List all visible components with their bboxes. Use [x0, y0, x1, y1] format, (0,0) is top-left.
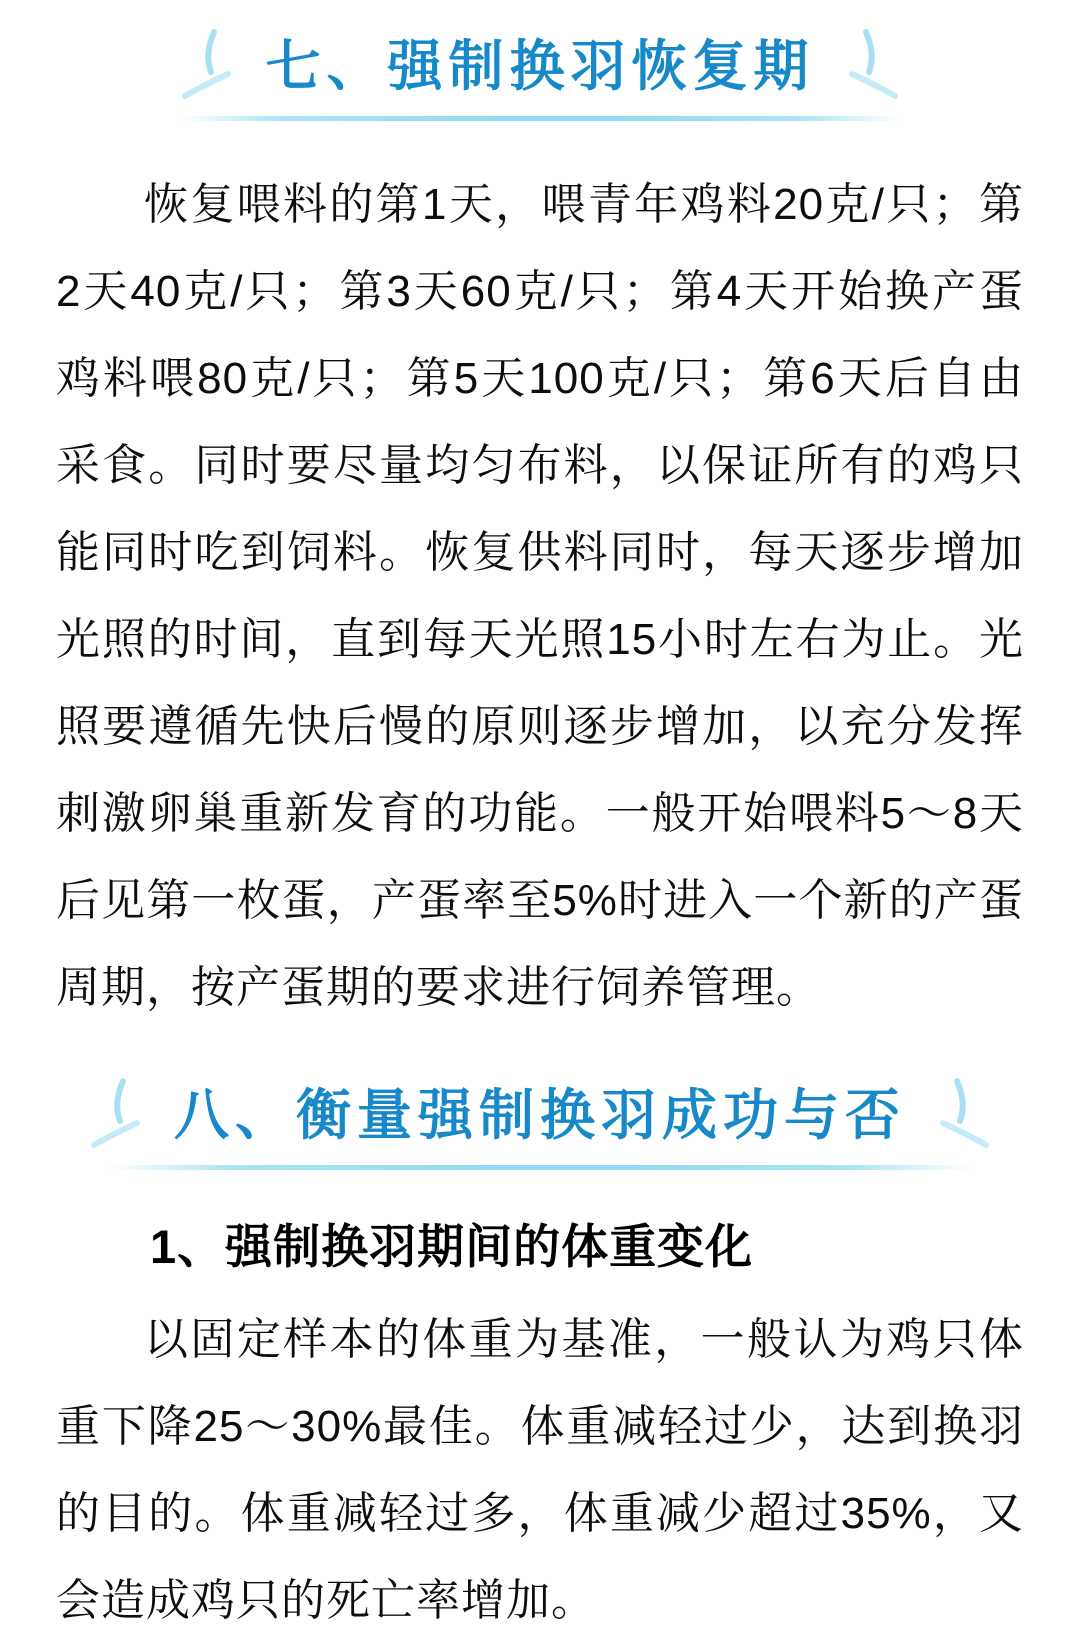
section-8-divider — [109, 1165, 971, 1170]
feather-flourish-right-icon — [841, 28, 899, 104]
section-8-heading-row — [0, 1069, 1080, 1161]
section-7-title: 七、强制换羽恢复期 — [265, 34, 815, 97]
section-7-divider — [180, 116, 900, 121]
section-8-title: 八、衡量强制换羽成功与否 — [173, 1083, 906, 1146]
feather-flourish-left-icon — [181, 28, 239, 104]
section-7-heading-row — [0, 20, 1080, 112]
feather-flourish-right-icon — [932, 1077, 990, 1153]
section-8-subheading: 1、强制换羽期间的体重变化 — [150, 1220, 754, 1273]
feather-flourish-left-icon — [90, 1077, 148, 1153]
section-molting-recovery — [0, 20, 1080, 1031]
section-molting-success-measure — [0, 1069, 1080, 1644]
section-8-paragraph: 以固定样本的体重为基准，一般认为鸡只体重下降25～30%最佳。体重减轻过少，达到换羽的目的。体重减轻过多，体重减少超过35%，又会造成鸡只的死亡率增加。 — [56, 1315, 1024, 1625]
article-page — [0, 20, 1080, 1652]
section-7-paragraph: 恢复喂料的第1天，喂青年鸡料20克/只；第2天40克/只；第3天60克/只；第4天开始换产蛋鸡料喂80克/只；第5天100克/只；第6天后自由采食。同时要尽量均匀布料，以保证所有的鸡只能同时吃到饲料。恢复供料同时，每天逐步增加光照的时间，直到每天光照15小时左右为止。光照要遵循先快后慢的原则逐步增加，以充分发挥刺激卵巢重新发育的功能。一般开始喂料5～8天后见第一枚蛋，产蛋率至5%时进入一个新的产蛋周期，按产蛋期的要求进行饲养管理。 — [56, 180, 1024, 1012]
